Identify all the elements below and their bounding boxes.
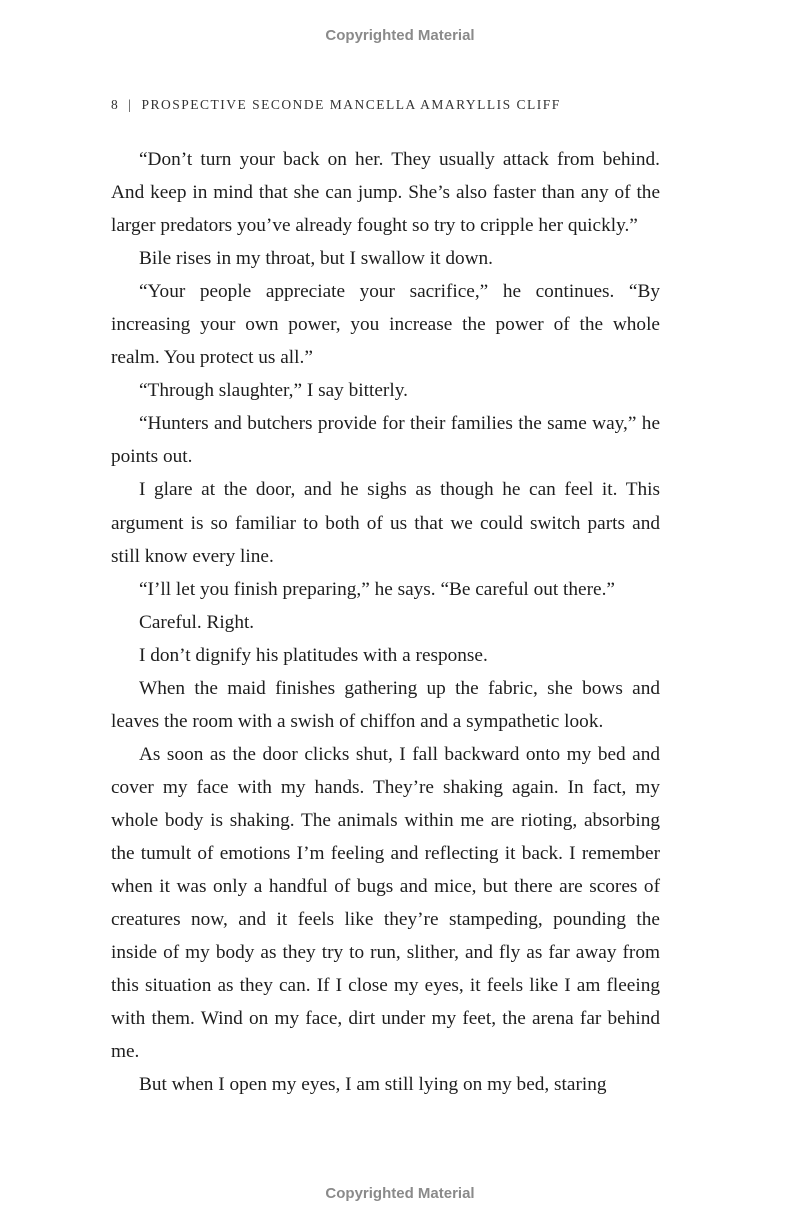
page-number: 8	[111, 97, 120, 112]
paragraph: But when I open my eyes, I am still lying on my bed, staring	[139, 1074, 607, 1096]
paragraph: As soon as the door clicks shut, I fall backward onto my bed and cover my face with my hands. They’re shaking again. In fact, my whole body is shaking. The animals within me are rioting, absorbing the tumult of emotions I’m feeling and reflecting it back. I remember when it was only a handful of bugs and mice, but there are scores of creatures now, and it feels like they’re stampeding, pounding the inside of my body as they try to run, slither, and fly as far away from this situation as they can. If I close my eyes, it feels like I am fleeing with them. Wind on my face, dirt under my feet, the arena far behind me.	[111, 743, 660, 1063]
paragraph: “Your people appreciate your sacrifice,” he continues. “By increasing your own power, you increase the power of the whole realm. You protect us all.”	[111, 281, 660, 369]
paragraph: I glare at the door, and he sighs as though he can feel it. This argument is so familiar to both of us that we could switch parts and still know every line.	[111, 479, 660, 567]
paragraph: I don’t dignify his platitudes with a response.	[139, 644, 488, 666]
paragraph: “Hunters and butchers provide for their families the same way,” he points out.	[111, 413, 660, 468]
paragraph: “I’ll let you finish preparing,” he says. “Be careful out there.”	[139, 578, 615, 600]
running-title: PROSPECTIVE SECONDE MANCELLA AMARYLLIS CLIFF	[141, 97, 561, 112]
paragraph: “Don’t turn your back on her. They usually attack from behind. And keep in mind that she can jump. She’s also faster than any of the larger predators you’ve already fought so try to cripple her quickly.”	[111, 149, 660, 237]
body-text	[111, 143, 660, 1101]
paragraph: Careful. Right.	[139, 611, 255, 633]
paragraph: Bile rises in my throat, but I swallow it down.	[139, 248, 493, 270]
watermark-top: Copyrighted Material	[325, 27, 475, 44]
paragraph: When the maid finishes gathering up the fabric, she bows and leaves the room with a swish of chiffon and a sympathetic look.	[111, 677, 660, 732]
watermark-bottom: Copyrighted Material	[325, 1185, 475, 1202]
paragraph: “Through slaughter,” I say bitterly.	[139, 380, 408, 402]
running-head	[111, 97, 671, 113]
header-separator: |	[128, 97, 133, 112]
